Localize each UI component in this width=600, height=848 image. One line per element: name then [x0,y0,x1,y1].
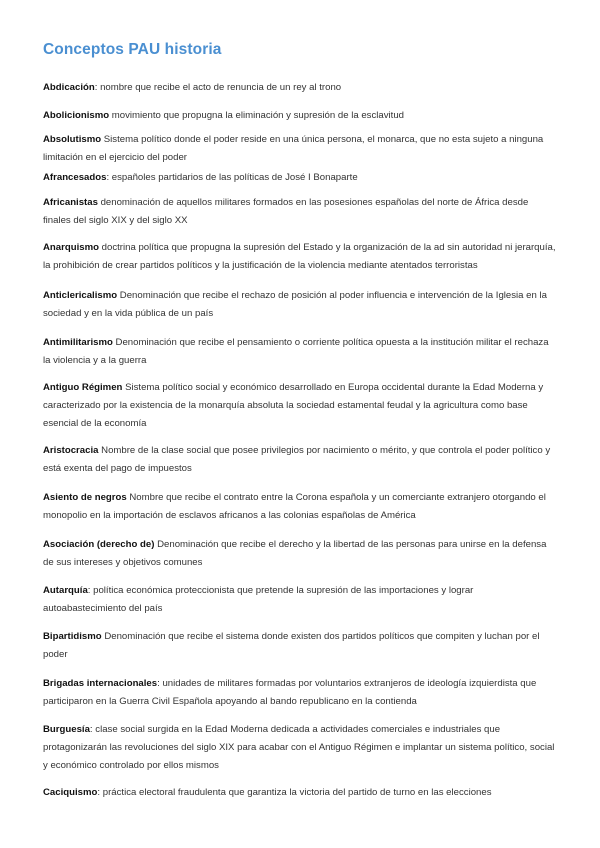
glossary-entry [43,675,558,711]
entry-separator: : [106,172,112,183]
entry-term: Anarquismo [43,242,99,253]
glossary-entry [43,442,558,478]
glossary-entry [43,131,558,167]
glossary-entry [43,489,558,525]
entry-term: Asiento de negros [43,492,127,503]
entry-definition: Nombre que recibe el contrato entre la Corona española y un comerciante extranjero otorgando el monopolio en la importación de esclavos africanos a las colonias españolas de América [43,492,546,521]
glossary-entry [43,287,558,323]
entry-term: Bipartidismo [43,631,102,642]
entry-term: Brigadas internacionales [43,678,158,689]
entry-term: Aristocracia [43,445,99,456]
entry-definition: movimiento que propugna la eliminación y supresión de la esclavitud [111,110,405,121]
entry-separator: : [157,678,163,689]
entry-term: Absolutismo [43,134,102,145]
entry-separator: : [89,724,96,735]
entry-term: Abolicionismo [43,110,110,121]
glossary-entry [43,582,558,618]
glossary-entry [43,239,558,275]
entry-separator: : [87,585,94,596]
entry-term: Africanistas [43,197,98,208]
glossary-entry [43,169,558,187]
entry-definition: Denominación que recibe el sistema donde existen dos partidos políticos que compiten y luchan por el poder [43,631,540,660]
entry-term: Asociación (derecho de) [43,539,155,550]
entry-separator: : [97,787,103,798]
entry-term: Antiguo Régimen [43,382,123,393]
entry-definition: Denominación que recibe el derecho y la libertad de las personas para unirse en la defensa de sus intereses y objetivos comunes [43,539,547,568]
entry-term: Afrancesados [43,172,107,183]
entry-definition: denominación de aquellos militares formados en las posesiones españolas del norte de África desde finales del siglo XIX y del siglo XX [43,197,529,226]
entry-definition: españoles partidarios de las políticas de José I Bonaparte [111,172,358,183]
glossary-entry [43,379,558,433]
entry-term: Antimilitarismo [43,337,113,348]
glossary-entry [43,536,558,572]
entry-separator: : [94,82,101,93]
entry-term: Autarquía [43,585,88,596]
glossary-entry [43,784,558,802]
glossary-entry [43,721,558,775]
entry-definition: práctica electoral fraudulenta que garantiza la victoria del partido de turno en las elecciones [102,787,492,798]
entry-definition: Denominación que recibe el rechazo de posición al poder influencia e intervención de la Iglesia en la sociedad y en la vida pública de un país [43,290,547,319]
glossary-entry [43,79,558,97]
entry-definition: doctrina política que propugna la supresión del Estado y la organización de la ad sin autoridad ni jerarquía, la prohibición de crear partidos políticos y la justificación de la violencia mediante atentados terroristas [43,242,556,271]
entry-definition: Nombre de la clase social que posee privilegios por nacimiento o mérito, y que controla el poder político y está exenta del pago de impuestos [43,445,551,474]
entry-definition: unidades de militares formadas por voluntarios extranjeros de ideología izquierdista que participaron en la Guerra Civil Española apoyando al bando republicano en la contienda [43,678,537,707]
entry-definition: nombre que recibe el acto de renuncia de un rey al trono [100,82,342,93]
page-title: Conceptos PAU historia [43,41,222,58]
entry-term: Anticlericalismo [43,290,118,301]
glossary-entry [43,628,558,664]
entry-term: Burguesía [43,724,90,735]
entry-definition: Denominación que recibe el pensamiento o corriente política opuesta a la institución militar el rechaza la violencia y a la guerra [43,337,549,366]
entry-definition: Sistema político social y económico desarrollado en Europa occidental durante la Edad Moderna y caracterizado por la existencia de la monarquía absoluta la sociedad estamental feudal y la agricultura como base esencial de la economía [43,382,544,429]
glossary-entry [43,334,558,370]
entry-definition: Sistema político donde el poder reside en una única persona, el monarca, que no esta sujeto a ninguna limitación en el ejercicio del poder [43,134,544,163]
glossary-entry [43,194,558,230]
glossary-entry [43,107,558,125]
entry-definition: clase social surgida en la Edad Moderna dedicada a actividades comerciales e industriales que protagonizarán las revoluciones del siglo XIX para acabar con el Antiguo Régimen e implantar un sistema político, social y económico controlado por ellos mismos [43,724,555,771]
entry-definition: política económica proteccionista que pretende la supresión de las importaciones y lograr autoabastecimiento del país [43,585,474,614]
entry-term: Caciquismo [43,787,98,798]
entry-term: Abdicación [43,82,95,93]
